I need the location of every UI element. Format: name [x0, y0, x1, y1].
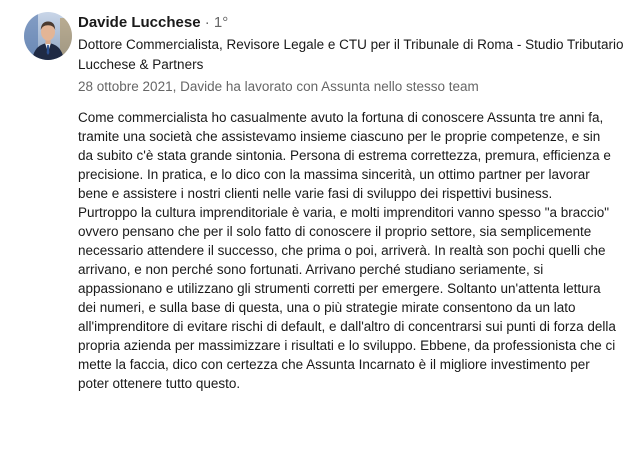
recommendation-header	[78, 13, 626, 97]
recommendation-date-relationship: 28 ottobre 2021, Davide ha lavorato con Assunta nello stesso team	[78, 79, 479, 94]
profile-photo-avatar-icon	[24, 12, 72, 60]
recommendation-text	[78, 108, 618, 393]
name-separator: ·	[204, 14, 214, 31]
recommendation-paragraph: Come commercialista ho casualmente avuto la fortuna di conoscere Assunta tre anni fa, tramite una società che assistevamo insieme ciascuno per le proprie competenze, e sin da subito c'è stata grande sintonia. Persona di estrema correttezza, premura, efficienza e precisione. In pratica, e lo dico con la massima sincerità, un ottimo partner per lavorar bene e assistere i nostri clienti nelle varie fasi di sviluppo dei rispettivi business.	[78, 110, 611, 201]
recommendation-paragraph: Purtroppo la cultura imprenditoriale è varia, e molti imprenditori vanno spesso "a braccio" ovvero pensano che per il solo fatto di conoscere il proprio settore, sia semplicemente necessario attendere il successo, che prima o poi, arriverà. In realtà son pochi quelli che arrivano, e non perché sono fortunati. Arrivano perché studiano seriamente, si appassionano e utilizzano gli strumenti corretti per emergere. Soltanto un'attenta lettura dei numeri, e sulla base di questa, una o più strategie mirate consentono da un lato all'imprenditore di evitare rischi di default, e dall'altro di concentrarsi sui punti di forza della propria azienda per massimizzare i risultati e lo sviluppo. Ebbene, da professionista che ci mette la faccia, dico con certezza che Assunta Incarnato è il migliore investimento per poter ottenere tutto questo.	[78, 205, 616, 391]
author-name[interactable]: Davide Lucchese	[78, 14, 201, 31]
author-headline: Dottore Commercialista, Revisore Legale e CTU per il Tribunale di Roma - Studio Tributario Lucchese & Partners	[78, 37, 624, 72]
connection-degree: 1°	[213, 14, 229, 31]
author-name-row	[78, 13, 626, 33]
avatar[interactable]	[24, 12, 72, 60]
